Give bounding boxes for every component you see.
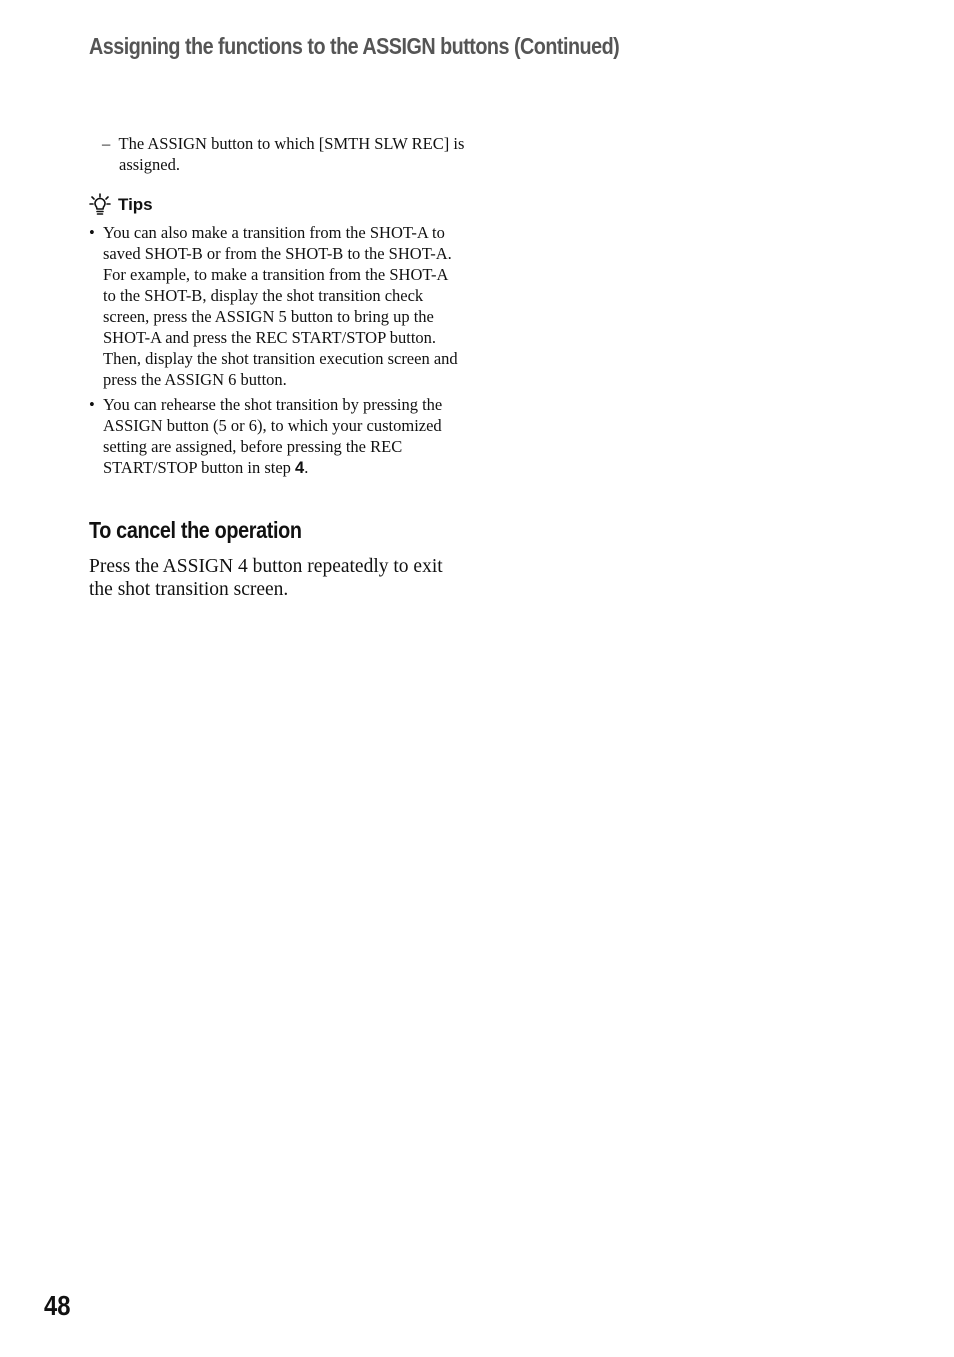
bullet: • bbox=[89, 223, 95, 242]
page-header-title: Assigning the functions to the ASSIGN buttons (Continued) bbox=[89, 33, 620, 59]
dash-list-item bbox=[102, 133, 479, 175]
tips-label: Tips bbox=[118, 195, 153, 214]
dash-marker: – bbox=[102, 134, 111, 153]
cancel-heading: To cancel the operation bbox=[89, 517, 302, 543]
step-reference: 4 bbox=[295, 459, 305, 477]
page-number: 48 bbox=[44, 1290, 71, 1321]
tip-text: You can rehearse the shot transition by pressing the ASSIGN button (5 or 6), to which your customized setting are assigned, before pressing the REC START/STOP button in step bbox=[103, 395, 443, 477]
tip-item bbox=[89, 394, 461, 479]
dash-item-text: The ASSIGN button to which [SMTH SLW REC] is assigned. bbox=[118, 134, 465, 174]
tips-heading bbox=[89, 192, 153, 218]
tips-list bbox=[89, 222, 461, 483]
tip-text-end: . bbox=[304, 458, 309, 477]
lightbulb-icon bbox=[89, 193, 111, 217]
bullet: • bbox=[89, 395, 95, 414]
tip-text: You can also make a transition from the SHOT-A to saved SHOT-B or from the SHOT-B to the SHOT-A. For example, to make a transition from the SHOT-A to the SHOT-B, display the shot transition check screen, press the ASSIGN 5 button to bring up the SHOT-A and press the REC START/STOP button. Then, display the shot transition execution screen and press the ASSIGN 6 button. bbox=[103, 223, 458, 389]
tip-item bbox=[89, 222, 461, 390]
cancel-body: Press the ASSIGN 4 button repeatedly to exit the shot transition screen. bbox=[89, 556, 443, 600]
